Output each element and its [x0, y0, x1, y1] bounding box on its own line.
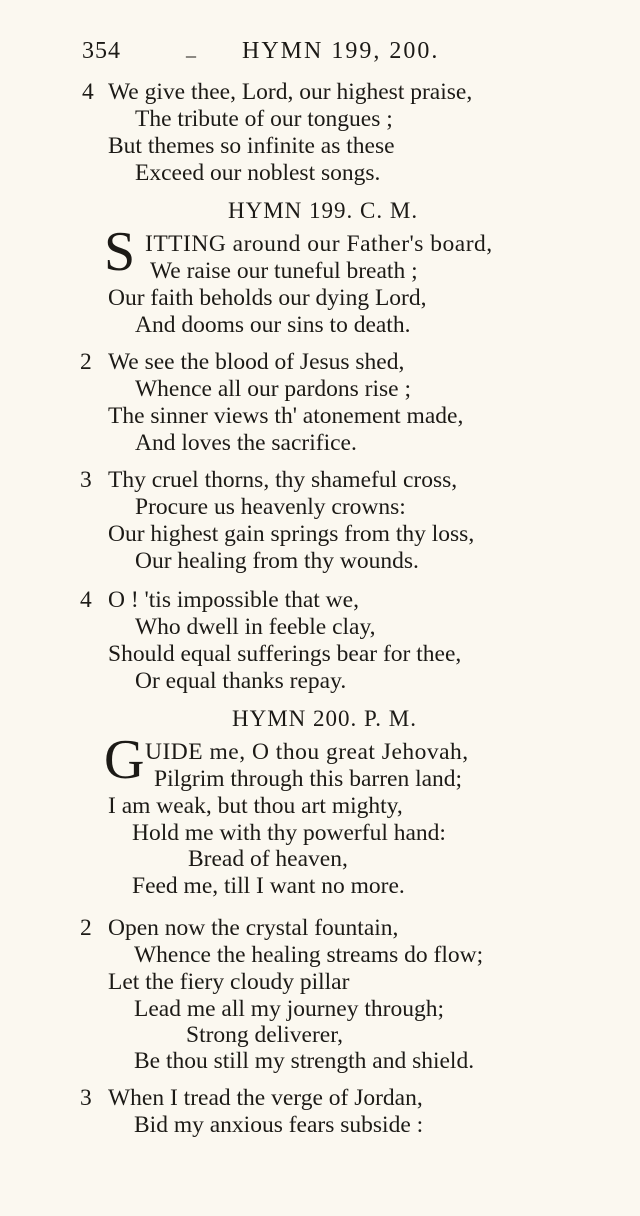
stanza-number: 4 [82, 79, 94, 105]
stanza-number: 2 [80, 349, 92, 375]
stanza-number: 3 [80, 467, 92, 493]
verse-line: When I tread the verge of Jordan, [108, 1085, 423, 1111]
verse-line: Bread of heaven, [188, 846, 348, 872]
verse-line: Exceed our noblest songs. [135, 160, 381, 186]
verse-line: But themes so infinite as these [108, 133, 395, 159]
verse-line: Whence all our pardons rise ; [135, 376, 412, 402]
stanza-number: 2 [80, 915, 92, 941]
verse-line: Our healing from thy wounds. [135, 548, 419, 574]
stanza-number: 3 [80, 1085, 92, 1111]
verse-line: Should equal sufferings bear for thee, [108, 641, 462, 667]
verse-line: Feed me, till I want no more. [132, 873, 405, 899]
verse-line: Let the fiery cloudy pillar [108, 969, 350, 995]
verse-line: We give thee, Lord, our highest praise, [108, 79, 473, 105]
verse-line: Thy cruel thorns, thy shameful cross, [108, 467, 458, 493]
verse-line: Or equal thanks repay. [135, 668, 347, 694]
verse-line: Strong deliverer, [186, 1022, 343, 1048]
verse-line: We raise our tuneful breath ; [150, 258, 418, 284]
verse-line: And loves the sacrifice. [135, 430, 357, 456]
verse-line: Our highest gain springs from thy loss, [108, 521, 475, 547]
verse-line: UIDE me, O thou great Jehovah, [145, 739, 469, 765]
verse-line: Whence the healing streams do flow; [134, 942, 484, 968]
page-number: 354 [82, 38, 121, 64]
hymn-title: HYMN 200. P. M. [232, 706, 417, 731]
verse-line: Who dwell in feeble clay, [135, 614, 376, 640]
verse-line: And dooms our sins to death. [135, 312, 411, 338]
verse-line: I am weak, but thou art mighty, [108, 793, 403, 819]
verse-line: The tribute of our tongues ; [135, 106, 393, 132]
verse-line: O ! 'tis impossible that we, [108, 587, 359, 613]
verse-line: We see the blood of Jesus shed, [108, 349, 405, 375]
verse-line: ITTING around our Father's board, [145, 231, 493, 257]
hymn-title: HYMN 199. C. M. [228, 198, 419, 223]
verse-line: Be thou still my strength and shield. [134, 1048, 475, 1074]
page-header [82, 38, 580, 68]
running-head: HYMN 199, 200. [242, 38, 440, 64]
verse-line: Open now the crystal fountain, [108, 915, 399, 941]
verse-line: Hold me with thy powerful hand: [132, 820, 446, 846]
stanza-number: 4 [80, 587, 92, 613]
verse-line: Lead me all my journey through; [134, 996, 444, 1022]
verse-line: Pilgrim through this barren land; [154, 766, 463, 792]
verse-line: The sinner views th' atonement made, [108, 403, 464, 429]
header-dash: _ [186, 38, 196, 60]
verse-line: Bid my anxious fears subside : [134, 1112, 424, 1138]
verse-line: Procure us heavenly crowns: [135, 494, 406, 520]
drop-cap: S [104, 221, 136, 283]
drop-cap: G [104, 729, 145, 791]
verse-line: Our faith beholds our dying Lord, [108, 285, 427, 311]
